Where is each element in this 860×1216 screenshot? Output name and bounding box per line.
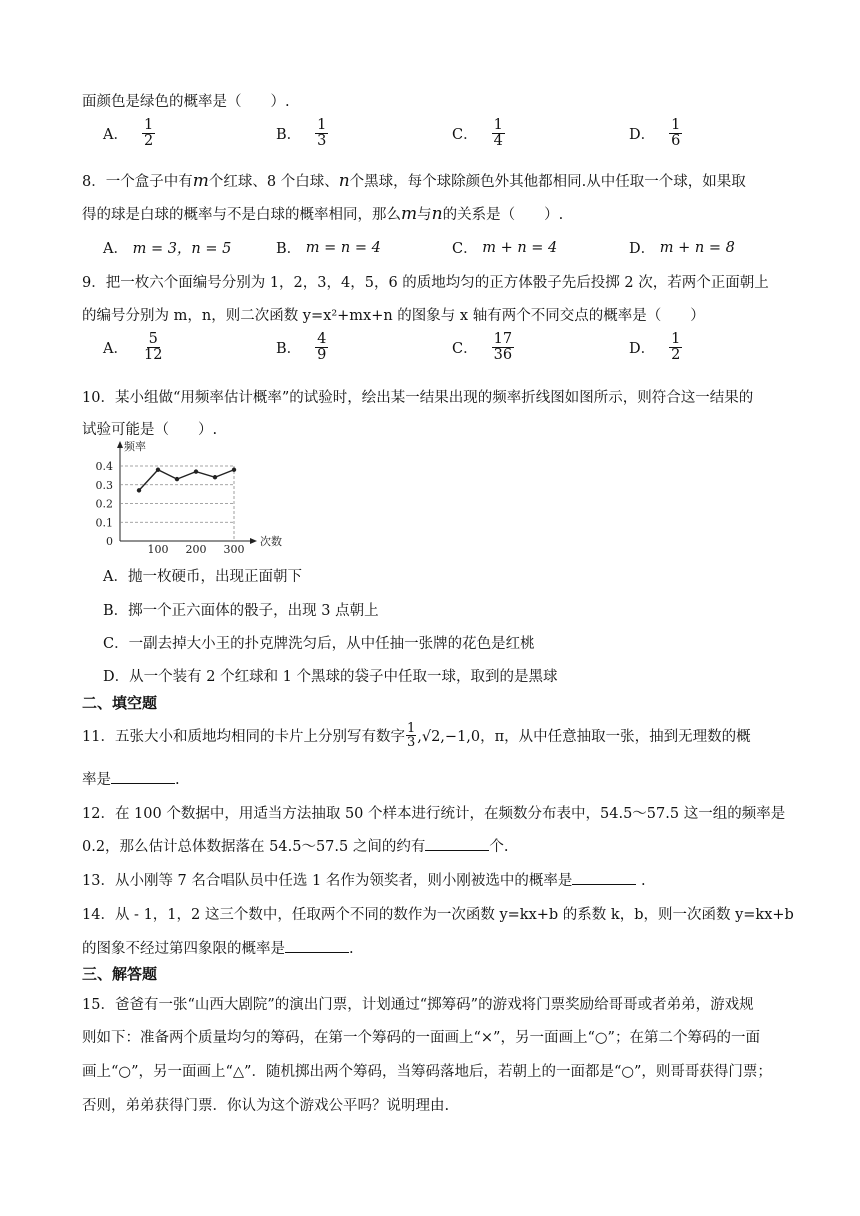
q10-option-c[interactable]: C．一副去掉大小王的扑克牌洗匀后，从中任抽一张牌的花色是红桃 (103, 636, 535, 652)
answer-blank[interactable] (425, 836, 489, 851)
q8-stem-line1: 8．一个盒子中有m个红球、8 个白球、n个黑球，每个球除颜色外其他都相同.从中任取一个球，如果取 (82, 171, 746, 191)
q9-option-d[interactable]: D． $\frac{1}{2}$ (629, 331, 681, 364)
q9-option-b[interactable]: B． $\frac{4}{9}$ (276, 331, 327, 364)
q10-stem-line2: 试验可能是（ ）. (82, 422, 218, 438)
answer-blank[interactable] (111, 769, 175, 784)
q8-option-b[interactable]: B． m = n = 4 (276, 239, 381, 257)
fraction: $\frac{1}{2}$ (143, 117, 154, 150)
y-axis-label: 频率 (124, 440, 146, 453)
q11-stem-line1: 11．五张大小和质地均相同的卡片上分别写有数字 1 3 ,√2,−1,0，π，从中任意抽取一张，抽到无理数的概 (82, 721, 751, 750)
answer-blank[interactable] (285, 938, 349, 953)
q7-option-d[interactable]: D． $\frac{1}{6}$ (629, 117, 681, 150)
fraction: $\frac{1}{4}$ (493, 117, 503, 150)
q11-stem-line2: 率是 . (82, 768, 180, 789)
q9-option-a[interactable]: A． $\frac{5}{12}$ (103, 331, 163, 364)
x-tick-label: 200 (185, 543, 207, 556)
y-tick-label: 0.4 (95, 460, 113, 473)
section-title-solve: 三、解答题 (82, 965, 158, 983)
q10-option-a[interactable]: A．抛一枚硬币，出现正面朝下 (103, 569, 302, 585)
answer-blank[interactable] (572, 870, 636, 885)
x-axis-label: 次数 (260, 535, 282, 548)
data-point (232, 468, 236, 472)
q15-stem-line4: 否则，弟弟获得门票．你认为这个游戏公平吗？说明理由. (82, 1098, 450, 1114)
series-line (139, 470, 234, 491)
q9-stem-line2: 的编号分别为 m，n，则二次函数 y=x²+mx+n 的图象与 x 轴有两个不同交点的概率是（ ） (82, 308, 705, 324)
q10-stem-line1: 10．某小组做“用频率估计概率”的试验时，绘出某一结果出现的频率折线图如图所示，则符合这一结果的 (82, 390, 754, 406)
fraction: $\frac{1}{2}$ (671, 331, 681, 364)
y-tick-label: 0 (106, 535, 113, 548)
q8-stem-line2: 得的球是白球的概率与不是白球的概率相同，那么m与n的关系是（ ）. (82, 204, 564, 224)
q7-stem-tail: 面颜色是绿色的概率是（ ）. (82, 94, 290, 110)
q15-stem-line3: 画上“○”，另一面画上“△”．随机掷出两个筹码，当筹码落地后，若朝上的一面都是“○”，则哥哥获得门票； (82, 1064, 772, 1080)
q7-option-a[interactable]: A． $\frac{1}{2}$ (103, 117, 154, 150)
q15-stem-line2: 则如下：准备两个质量均匀的筹码，在第一个筹码的一面画上“×”，另一面画上“○”；在第二个筹码的一面 (82, 1030, 760, 1046)
section-title-fill-in: 二、填空题 (82, 694, 158, 712)
y-tick-label: 0.1 (95, 516, 113, 530)
fraction: $\frac{1}{3}$ (317, 117, 327, 150)
data-point (175, 477, 179, 481)
y-axis-arrow (117, 441, 123, 448)
q8-option-c[interactable]: C． m + n = 4 (452, 239, 558, 257)
frequency-line-chart (92, 440, 282, 558)
fraction: $\frac{4}{9}$ (317, 331, 327, 364)
q8-option-d[interactable]: D． m + n = 8 (629, 239, 735, 257)
q12-stem-line1: 12．在 100 个数据中，用适当方法抽取 50 个样本进行统计，在频数分布表中，54.5～57.5 这一组的频率是 (82, 806, 786, 822)
q15-stem-line1: 15．爸爸有一张“山西大剧院”的演出门票，计划通过“掷筹码”的游戏将门票奖励给哥哥或者弟弟，游戏规 (82, 997, 754, 1013)
fraction: 1 3 (406, 721, 416, 750)
fraction: $\frac{17}{36}$ (493, 331, 513, 364)
q14-stem-line1: 14．从 - 1，1，2 这三个数中，任取两个不同的数作为一次函数 y=kx+b 的系数 k，b，则一次函数 y=kx+b (82, 907, 794, 923)
q9-stem-line1: 9．把一枚六个面编号分别为 1，2，3，4，5，6 的质地均匀的正方体骰子先后投掷 2 次，若两个正面朝上 (82, 275, 769, 291)
data-point (137, 488, 141, 492)
q13-stem-line1: 13．从小刚等 7 名合唱队员中任选 1 名作为领奖者，则小刚被选中的概率是 . (82, 869, 646, 890)
fraction: $\frac{5}{12}$ (143, 331, 163, 364)
y-tick-label: 0.2 (95, 497, 113, 511)
q12-stem-line2: 0.2，那么估计总体数据落在 54.5～57.5 之间的约有 个. (82, 835, 508, 856)
x-tick-label: 300 (223, 543, 245, 556)
q8-option-a[interactable]: A． m = 3，n = 5 (103, 241, 232, 257)
y-tick-label: 0.3 (95, 478, 113, 492)
x-axis-arrow (250, 538, 257, 544)
q10-option-b[interactable]: B．掷一个正六面体的骰子，出现 3 点朝上 (103, 603, 379, 619)
x-tick-label: 100 (147, 543, 169, 556)
data-point (194, 469, 198, 473)
data-point (213, 475, 217, 479)
q14-stem-line2: 的图象不经过第四象限的概率是 . (82, 937, 354, 958)
q7-option-b[interactable]: B． $\frac{1}{3}$ (276, 117, 327, 150)
q7-option-c[interactable]: C． $\frac{1}{4}$ (452, 117, 503, 150)
q9-option-c[interactable]: C． $\frac{17}{36}$ (452, 331, 513, 364)
fraction: $\frac{1}{6}$ (671, 117, 681, 150)
data-point (156, 468, 160, 472)
q10-option-d[interactable]: D．从一个装有 2 个红球和 1 个黑球的袋子中任取一球，取到的是黑球 (103, 669, 558, 685)
